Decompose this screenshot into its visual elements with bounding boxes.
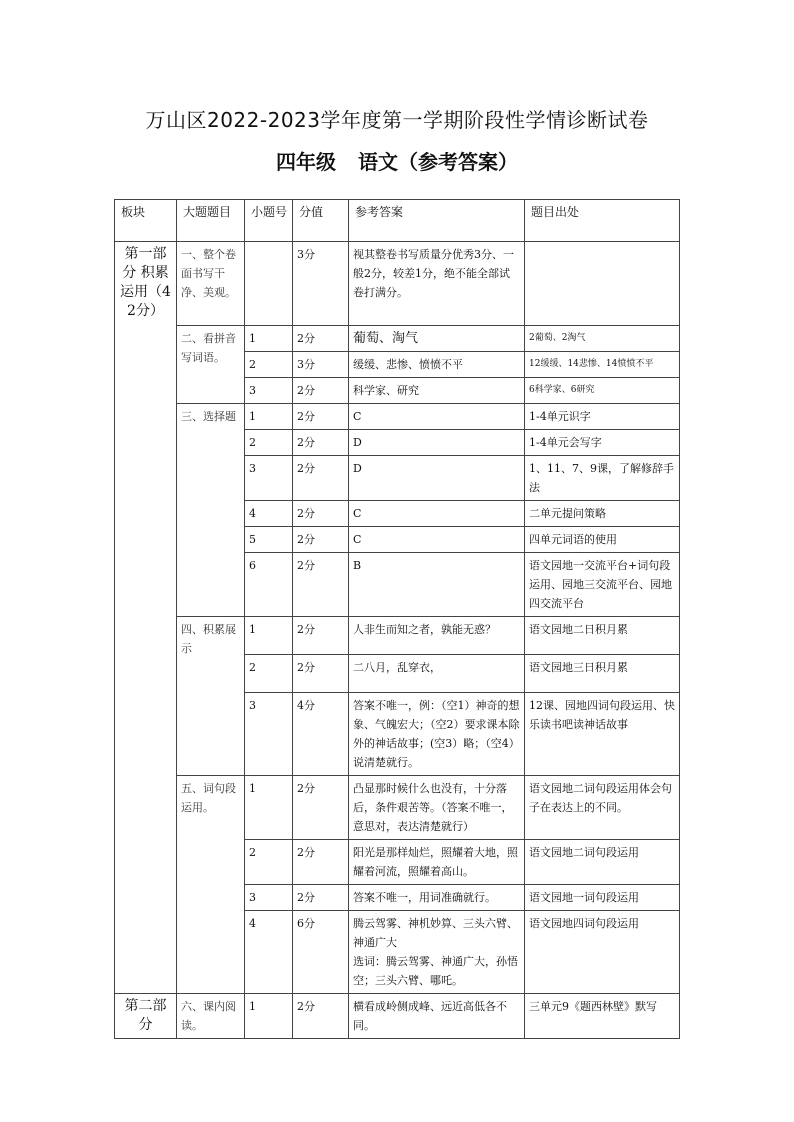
score-cell: 2分 [293,553,349,617]
answer-cell: 答案不唯一，例：（空1）神奇的想象、气魄宏大；（空2）要求课本除外的神话故事；(空3）略；（空4）说清楚就行。 [349,693,525,776]
answer-cell: 缓缓、悲惨、愤愤不平 [349,352,525,378]
score-cell: 2分 [293,326,349,352]
answer-line: 腾云驾雾、神机妙算、三头六臂、神通广大 [353,917,518,949]
source-cell: 1-4单元识字 [525,404,680,430]
number-cell: 1 [245,326,293,352]
table-row [115,242,680,326]
score-cell: 2分 [293,430,349,456]
score-cell: 2分 [293,617,349,655]
number-cell: 1 [245,776,293,840]
source-cell [525,242,680,326]
number-cell: 4 [245,501,293,527]
source-cell: 12课、园地四词句段运用、快乐读书吧读神话故事 [525,693,680,776]
answer-cell: 视其整卷书写质量分优秀3分、一般2分，较差1分，绝不能全部试卷打满分。 [349,242,525,326]
answer-cell: D [349,456,525,501]
score-cell: 3分 [293,242,349,326]
number-cell: 2 [245,840,293,885]
document-subtitle [0,146,794,175]
answer-cell: C [349,404,525,430]
section-cell: 第二部分 [115,994,177,1039]
source-cell: 语文园地三日积月累 [525,655,680,693]
score-cell: 2分 [293,456,349,501]
answer-cell [349,911,525,994]
answer-cell: C [349,501,525,527]
answer-cell: 二八月，乱穿衣， [349,655,525,693]
answer-cell: 科学家、研究 [349,378,525,404]
source-cell: 语文园地四词句段运用 [525,911,680,994]
col-header-score: 分值 [293,200,349,242]
source-cell: 6科学家、6研究 [525,378,680,404]
number-cell: 3 [245,885,293,911]
task-cell: 三、选择题 [177,404,245,617]
source-cell: 语文园地二日积月累 [525,617,680,655]
source-cell: 语文园地二词句段运用 [525,840,680,885]
col-header-number: 小题号 [245,200,293,242]
task-cell: 六、课内阅读。 [177,994,245,1039]
score-cell: 2分 [293,840,349,885]
source-cell: 语文园地二词句段运用体会句子在表达上的不同。 [525,776,680,840]
subtitle-grade: 四年级 [276,150,336,174]
task-cell: 四、积累展示 [177,617,245,776]
answer-cell: C [349,527,525,553]
task-cell: 一、整个卷面书写干净、美观。 [177,242,245,326]
source-cell: 2葡萄、2淘气 [525,326,680,352]
number-cell: 1 [245,617,293,655]
table-row [115,994,680,1039]
score-cell: 2分 [293,527,349,553]
source-cell: 1-4单元会写字 [525,430,680,456]
answer-cell: 阳光是那样灿烂，照耀着大地，照耀着河流，照耀着高山。 [349,840,525,885]
col-header-section: 板块 [115,200,177,242]
answer-cell: 横看成岭侧成峰、远近高低各不同。 [349,994,525,1039]
answer-cell: 答案不唯一，用词准确就行。 [349,885,525,911]
source-cell: 语文园地一交流平台+词句段运用、园地三交流平台、园地四交流平台 [525,553,680,617]
number-cell: 5 [245,527,293,553]
answer-cell: B [349,553,525,617]
number-cell: 2 [245,655,293,693]
document-title: 万山区2022-2023学年度第一学期阶段性学情诊断试卷 [145,108,649,132]
answer-cell: 凸显那时候什么也没有，十分落后，条件艰苦等。（答案不唯一，意思对，表达清楚就行） [349,776,525,840]
source-cell: 1、11、7、9课，了解修辞手法 [525,456,680,501]
score-cell: 2分 [293,501,349,527]
score-cell: 2分 [293,776,349,840]
task-cell: 五、词句段运用。 [177,776,245,994]
number-cell [245,242,293,326]
number-cell: 4 [245,911,293,994]
table-header-row [115,200,680,242]
table-row [115,776,680,840]
number-cell: 2 [245,352,293,378]
answer-cell: 葡萄、淘气 [349,326,525,352]
score-cell: 4分 [293,693,349,776]
subtitle-subject: 语文（参考答案） [358,150,518,174]
number-cell: 3 [245,378,293,404]
col-header-task: 大题题目 [177,200,245,242]
table-row [115,404,680,430]
table-row [115,326,680,352]
number-cell: 6 [245,553,293,617]
score-cell: 2分 [293,378,349,404]
score-cell: 2分 [293,404,349,430]
number-cell: 3 [245,693,293,776]
score-cell: 2分 [293,885,349,911]
source-cell: 三单元9《题西林壁》默写 [525,994,680,1039]
task-cell: 二、看拼音写词语。 [177,326,245,404]
source-cell: 四单元词语的使用 [525,527,680,553]
col-header-source: 题目出处 [525,200,680,242]
number-cell: 2 [245,430,293,456]
score-cell: 6分 [293,911,349,994]
number-cell: 1 [245,404,293,430]
table-row [115,617,680,655]
col-header-answer: 参考答案 [349,200,525,242]
score-cell: 2分 [293,655,349,693]
answer-key-table [114,199,680,1039]
answer-cell: 人非生而知之者，孰能无惑？ [349,617,525,655]
number-cell: 3 [245,456,293,501]
score-cell: 3分 [293,352,349,378]
answer-line: 选词：腾云驾雾、神通广大，孙悟空；三头六臂、哪吒。 [353,955,518,987]
section-cell: 第一部分 积累运用（42分） [115,242,177,994]
source-cell: 12缓缓、14悲惨、14愤愤不平 [525,352,680,378]
number-cell: 1 [245,994,293,1039]
source-cell: 二单元提问策略 [525,501,680,527]
source-cell: 语文园地一词句段运用 [525,885,680,911]
score-cell: 2分 [293,994,349,1039]
answer-cell: D [349,430,525,456]
